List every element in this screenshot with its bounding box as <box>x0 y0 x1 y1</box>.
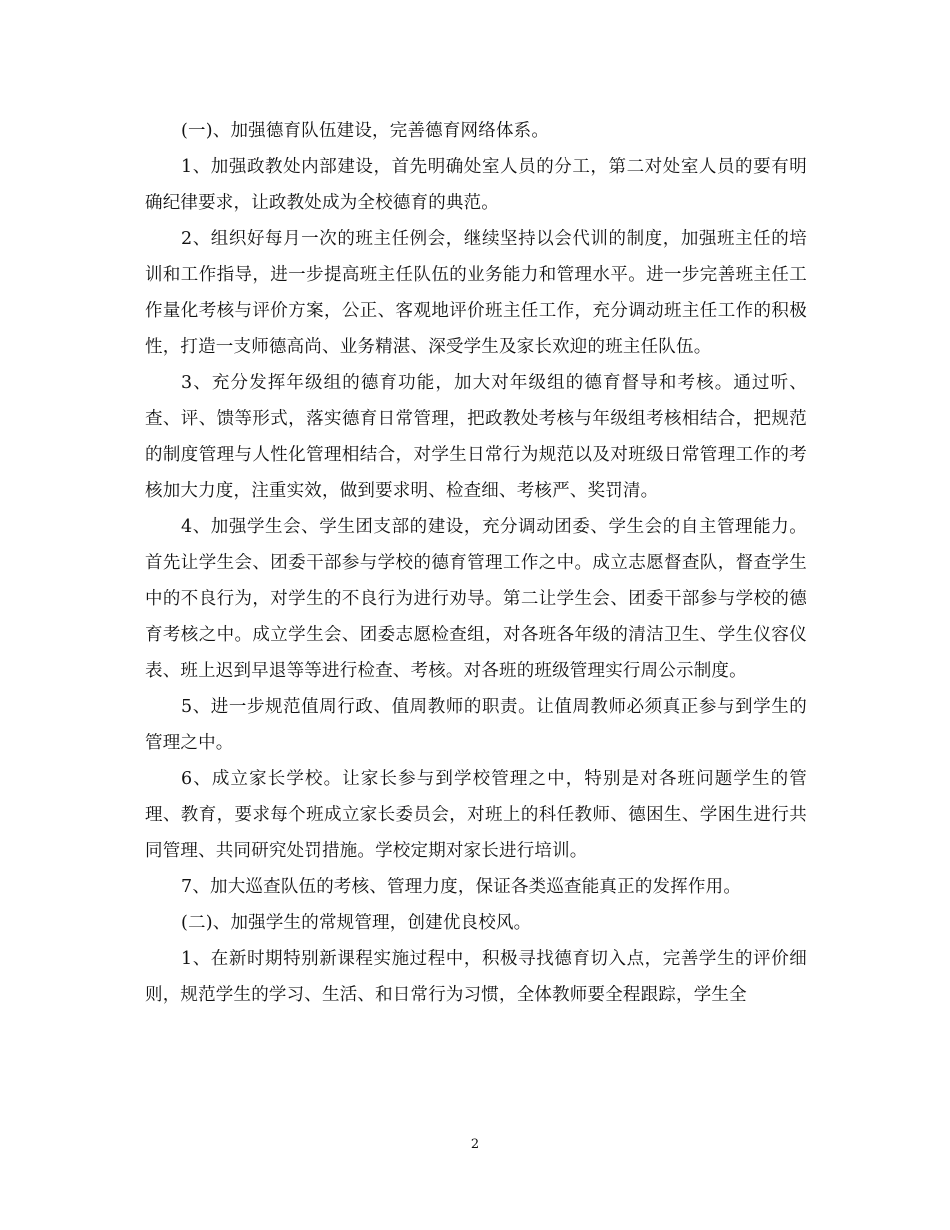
section-heading-2: (二)、加强学生的常规管理，创建优良校风。 <box>181 913 532 933</box>
paragraph-4: 4、加强学生会、学生团支部的建设，充分调动团委、学生会的自主管理能力。首先让学生会、团委干部参与学校的德育管理工作之中。成立志愿督查队，督查学生中的不良行为，对学生的不良行为进行劝导。第二让学生会、团委干部参与学校的德育考核之中。成立学生会、团委志愿检查组，对各班各年级的清洁卫生、学生仪容仪表、班上迟到早退等等进行检查、考核。对各班的班级管理实行周公示制度。 <box>145 517 807 681</box>
document-body <box>145 113 807 1013</box>
paragraph-5: 5、进一步规范值周行政、值周教师的职责。让值周教师必须真正参与到学生的管理之中。 <box>145 697 807 753</box>
page-number: 2 <box>470 1137 480 1152</box>
paragraph-1: 1、加强政教处内部建设，首先明确处室人员的分工，第二对处室人员的要有明确纪律要求，让政教处成为全校德育的典范。 <box>145 157 807 213</box>
paragraph-7: 7、加大巡查队伍的考核、管理力度，保证各类巡查能真正的发挥作用。 <box>181 877 742 897</box>
paragraph-6: 6、成立家长学校。让家长参与到学校管理之中，特别是对各班问题学生的管理、教育，要求每个班成立家长委员会，对班上的科任教师、德困生、学困生进行共同管理、共同研究处罚措施。学校定期对家长进行培训。 <box>145 769 807 861</box>
paragraph-3: 3、充分发挥年级组的德育功能，加大对年级组的德育督导和考核。通过听、查、评、馈等形式，落实德育日常管理，把政教处考核与年级组考核相结合，把规范的制度管理与人性化管理相结合，对学生日常行为规范以及对班级日常管理工作的考核加大力度，注重实效，做到要求明、检查细、考核严、奖罚清。 <box>145 373 807 501</box>
paragraph-8: 1、在新时期特别新课程实施过程中，积极寻找德育切入点，完善学生的评价细则，规范学生的学习、生活、和日常行为习惯，全体教师要全程跟踪，学生全 <box>145 949 807 1005</box>
paragraph-2: 2、组织好每月一次的班主任例会，继续坚持以会代训的制度，加强班主任的培训和工作指导，进一步提高班主任队伍的业务能力和管理水平。进一步完善班主任工作量化考核与评价方案，公正、客观地评价班主任工作，充分调动班主任工作的积极性，打造一支师德高尚、业务精湛、深受学生及家长欢迎的班主任队伍。 <box>145 229 807 357</box>
section-heading-1: (一)、加强德育队伍建设，完善德育网络体系。 <box>181 121 550 141</box>
